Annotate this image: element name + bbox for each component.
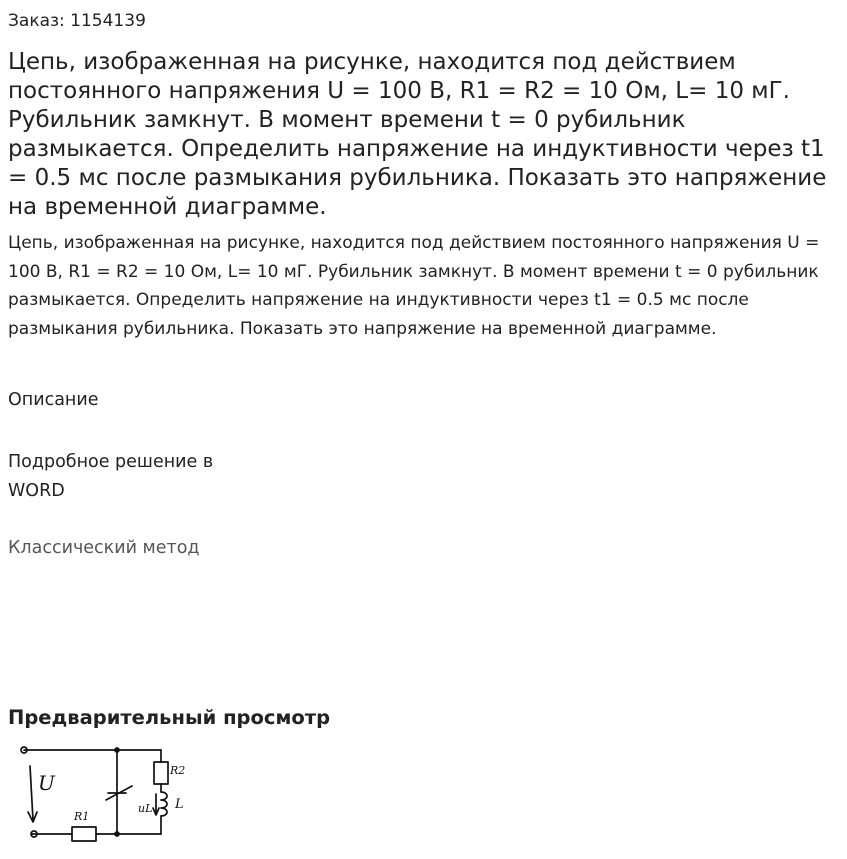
- solution-method: Классический метод: [8, 538, 200, 558]
- task-title: Цепь, изображенная на рисунке, находится под действием постоянного напряжения U = 100 В, R1 = R2 = 10 Ом, L= 10 мГ. Рубильник замкнут. В момент времени t = 0 рубильник размыкается. Определить напряжение на индуктивности через t1 = 0.5 мс после размыкания рубильника. Показать это напряжение на временной диаграмме.: [8, 49, 827, 220]
- label-r2: R2: [170, 764, 186, 777]
- junction-top: [115, 748, 119, 752]
- junction-bottom: [115, 832, 119, 836]
- solution-format: Подробное решение в WORD: [8, 452, 214, 501]
- circuit-diagram: [14, 742, 210, 852]
- r1-resistor: [72, 827, 96, 841]
- label-u: U: [38, 771, 55, 795]
- voltage-arrow-line: [30, 766, 33, 820]
- label-ul: uL: [138, 802, 153, 815]
- preview-heading: Предварительный просмотр: [8, 706, 331, 729]
- description-label: Описание: [8, 390, 99, 410]
- label-r1: R1: [74, 810, 90, 823]
- r2-resistor: [154, 762, 168, 784]
- inductor-coil: [161, 792, 167, 816]
- order-number: Заказ: 1154139: [8, 11, 146, 31]
- label-l: L: [175, 797, 184, 812]
- task-text: Цепь, изображенная на рисунке, находится под действием постоянного напряжения U = 100 В, R1 = R2 = 10 Ом, L= 10 мГ. Рубильник замкнут. В момент времени t = 0 рубильник размыкается. Определить напряжение на индуктивности через t1 = 0.5 мс после размыкания рубильника. Показать это напряжение на временной диаграмме.: [8, 233, 820, 339]
